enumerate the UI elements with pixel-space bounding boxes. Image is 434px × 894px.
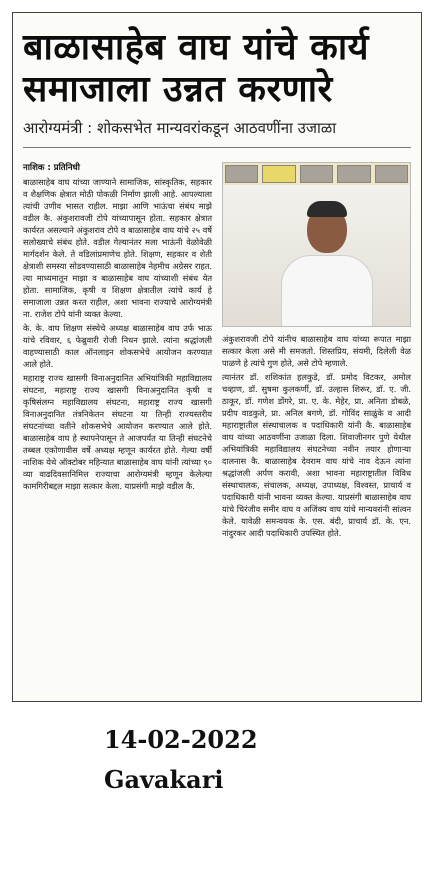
speaker-shirt (281, 255, 373, 327)
article-columns (23, 162, 411, 541)
newspaper-clipping (12, 12, 422, 702)
newspaper-name: Gavakari (104, 765, 224, 794)
left-paragraph-2: के. के. वाघ शिक्षण संस्थेचे अध्यक्ष बाळासाहेब वाघ उर्फ भाऊ यांचे रविवार, ६ फेब्रुवारी रोजी निधन झाले. त्यांना श्रद्धांजली वाहण्यासाठी काल ऑनलाइन शोकसभेचे आयोजन करण्यात आले होते. (23, 323, 212, 369)
right-paragraph-1: अंकुशरावजी टोपे यांनीच बाळासाहेब वाघ यांच्या रूपात माझा सत्कार केला असे मी समजतो. शिस्तप्रिय, संयमी, दिलेली वेळ पाळणे हे त्यांचे गुण होते, असे टोपे म्हणाले. (222, 334, 411, 368)
dateline: नाशिक : प्रतिनिधी (23, 163, 80, 173)
speaker-hair (307, 201, 347, 217)
participant-thumbnail (300, 165, 333, 183)
right-column (222, 162, 411, 541)
participant-thumbnail (262, 165, 295, 183)
subheadline: आरोग्यमंत्री : शोकसभेत मान्यवरांकडून आठवणींना उजाळा (23, 117, 411, 148)
participant-thumbnail (337, 165, 370, 183)
left-paragraph-1: बाळासाहेब वाघ यांच्या जाण्याने सामाजिक, सांस्कृतिक, सहकार व शैक्षणिक क्षेत्रात मोठी पोकळी निर्माण झाली आहे. आपल्याला त्यांची उणीव भासत राहील. माझा आणि भाऊंचा संबंध माझे वडील कै. अंकुशरावजी टोपे यांच्यापासून होता. सहकार क्षेत्रात कार्यरत असल्याने अंकुशराव टोपे व बाळासाहेब वाघ यांचे २५ वर्षे सलोख्याचे संबंध होते. वडील गेल्यानंतर मला भाऊंनी वेळोवेळी मार्गदर्शन केले. ते वडिलांप्रमाणेच होते. शिक्षण, सहकार व शेती क्षेत्राशी समस्या सोडवण्यासाठी बाळासाहेब नेहमीच अग्रेसर राहत. त्या माध्यमातून माझा व बाळासाहेब वाघ यांच्याशी संबंध येत होता. सामाजिक, कृषी व शिक्षण क्षेत्रातील त्यांचे कार्य हे समाजाला उन्नत करत राहील, अशा भावना राज्याचे आरोग्यमंत्री ना. राजेश टोपे यांनी व्यक्त केल्या. (23, 177, 212, 319)
right-paragraph-2: त्यानंतर डॉ. शशिकांत हलकुडे, डॉ. प्रमोद विटकर, अमोल चव्हाण, डॉ. सुषमा कुलकर्णी, डॉ. उल्हास शिरूर, डॉ. ए. जी. ठाकूर, डॉ. गणेश डोंगरे, प्रा. ए. के. मेहेर, प्रा. अनिता डोबळे, प्रदीप वाडकुले, प्रा. अनिल बगणे, डॉ. गोविंद साळुंके व आदी महाराष्ट्रातील संस्थाचालक व पदाधिकारी यांनी कै. बाळासाहेब वाघ यांच्या आठवणींना उजाळा दिला. शिवाजीनगर पुणे येथील अभियांत्रिकी महाविद्यालय संघटनेच्या नवीन तयार होणाऱ्या दालनास कै. बाळासाहेब देवराम वाघ यांचे नाव देऊन त्यांना श्रद्धांजली अर्पण करावी, अशा भावना महाराष्ट्रातील विविध संस्थाचालक, संचालक, अध्यक्ष, उपाध्यक्ष, विश्वस्त, प्राचार्य व पदाधिकारी यांनी भावना व्यक्त केल्या. याप्रसंगी बाळासाहेब वाघ यांचे चिरंजीव समीर वाघ व अजिंक्य वाघ यांचे मान्यवरांनी सांत्वन केले. यावेळी समन्वयक के. एस. बंदी, प्राचार्य डॉ. के. एन. नांदुरकर आदी पदाधिकारी उपस्थित होते. (222, 372, 411, 538)
publication-date: 14-02-2022 (104, 725, 258, 754)
participant-thumbnail (225, 165, 258, 183)
source-caption (104, 724, 258, 796)
video-call-photo (222, 162, 411, 327)
participant-thumbnail (375, 165, 408, 183)
participant-thumbnail-strip (223, 163, 410, 185)
left-column (23, 162, 212, 541)
headline-line-1: बाळासाहेब वाघ यांचे कार्य (23, 27, 370, 68)
headline-line-2: समाजाला उन्नत करणारे (23, 69, 333, 110)
left-paragraph-3: महाराष्ट्र राज्य खासगी विनाअनुदानित अभियांत्रिकी महाविद्यालय संघटना, महाराष्ट्र राज्य खासगी विनाअनुदानित कृषी व कृषिसंलग्न महाविद्यालय संघटना, महाराष्ट्र राज्य खासगी विनाअनुदानित तंत्रनिकेतन संघटना या तिन्ही राज्यस्तरीय संघटनांच्या वतीने शोकसभेचे आयोजन करण्यात आले होते. बाळासाहेब वाघ हे स्थापनेपासून ते आजपर्यंत या तिन्ही संघटनेचे तब्बल एकोणावीस वर्षे अध्यक्ष म्हणून कार्यरत होते. गेल्या वर्षी नाशिक येथे ऑक्टोबर महिन्यात बाळासाहेब वाघ यांनी त्यांच्या ९० व्या वाढदिवसानिमित्त राज्याचा आरोग्यमंत्री म्हणून केलेल्या कामगिरीबद्दल माझा सत्कार केला. याप्रसंगी माझे वडील कै. (23, 373, 212, 491)
